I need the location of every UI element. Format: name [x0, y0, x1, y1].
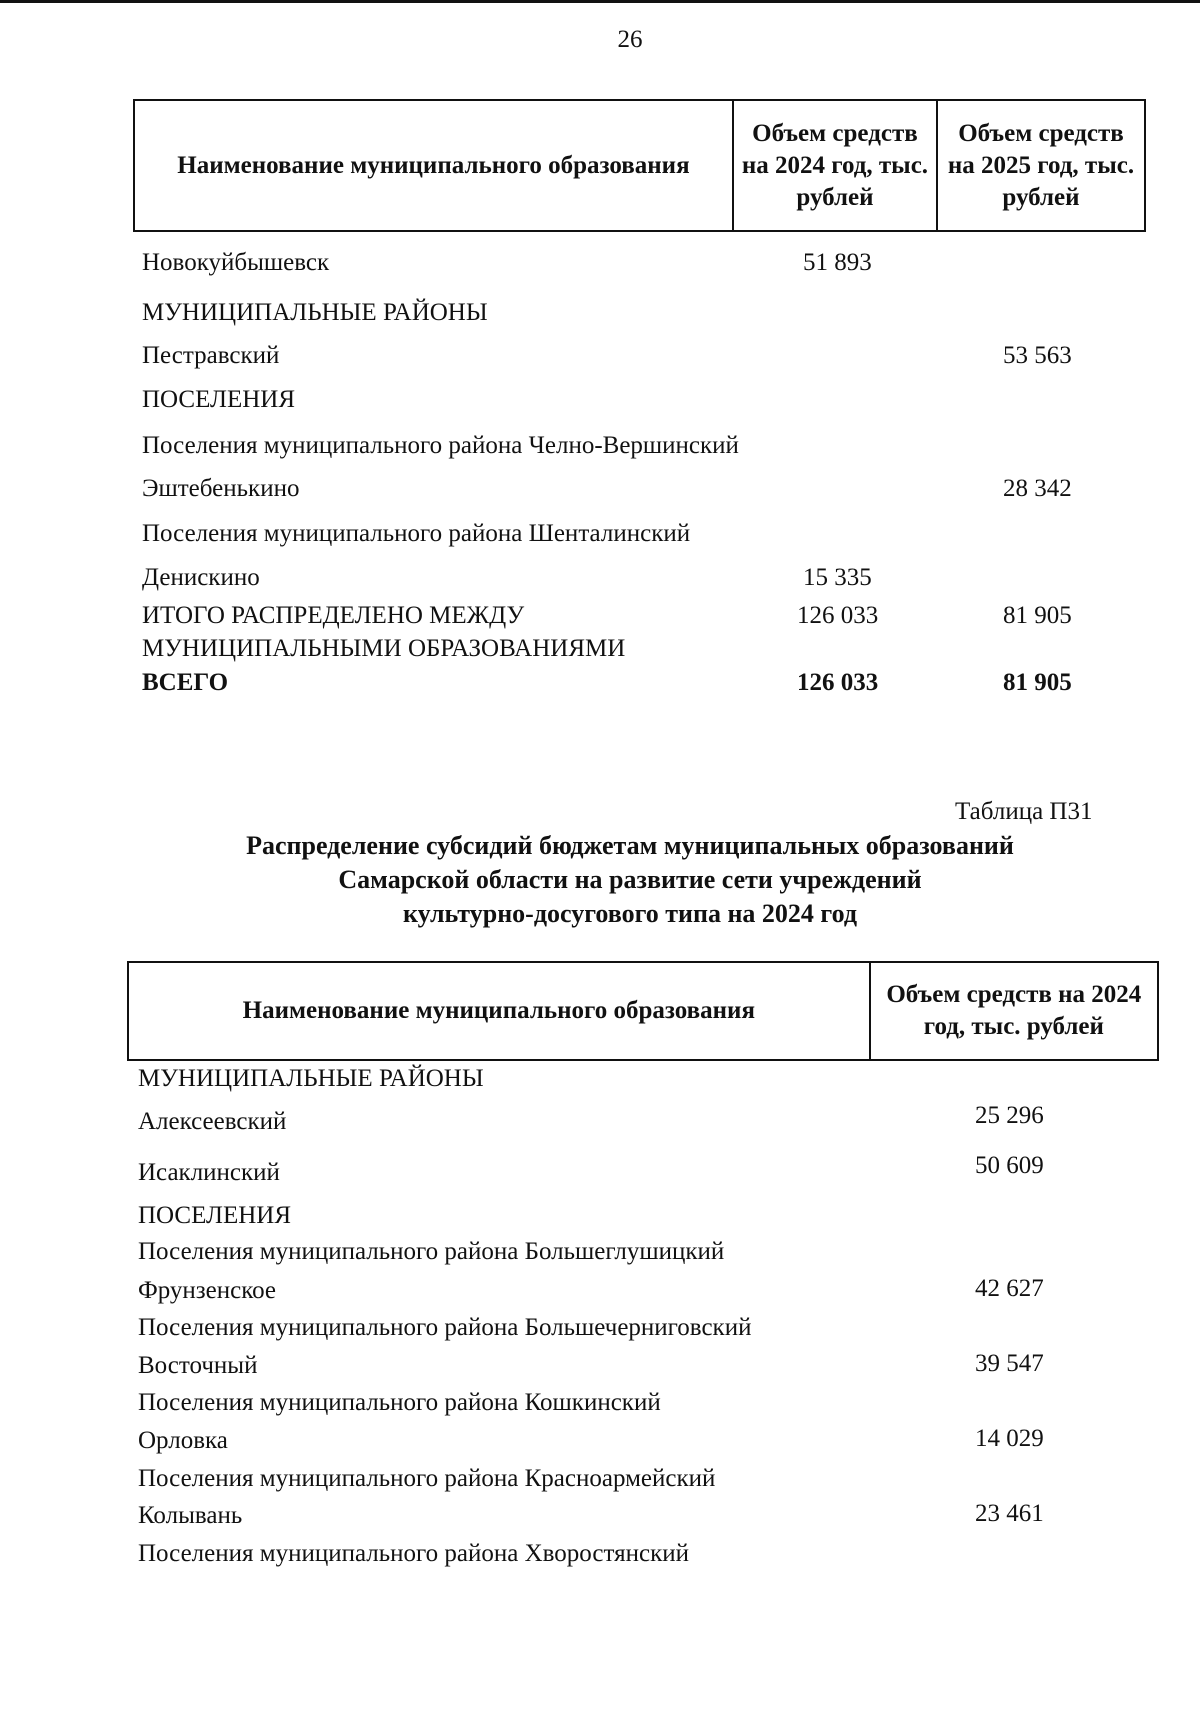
table2-title-line: культурно-досугового типа на 2024 год	[403, 899, 857, 928]
table1-row-2024: 15 335	[803, 564, 872, 591]
table2-row-name: Поселения муниципального района Большечерниговский	[138, 1314, 752, 1341]
table2-row-name: Поселения муниципального района Хворостянский	[138, 1540, 690, 1567]
top-border	[0, 0, 1200, 3]
table1-row-name: Новокуйбышевск	[142, 249, 330, 276]
table2-header-2024: Объем средств на 2024 год, тыс. рублей	[870, 962, 1158, 1060]
table2-row-name: Поселения муниципального района Большеглушицкий	[138, 1238, 725, 1265]
table2-row-name: Алексеевский	[138, 1108, 287, 1135]
table1-row-2025: 28 342	[1003, 475, 1072, 502]
page-number: 26	[617, 26, 643, 53]
table2-row-name: Поселения муниципального района Красноармейский	[138, 1465, 716, 1492]
table1-row-2025: 53 563	[1003, 342, 1072, 369]
table1-row-name: Поселения муниципального района Челно-Вершинский	[142, 432, 739, 459]
table1-row-name: Эштебенькино	[142, 475, 300, 502]
table2-row-2024: 50 609	[975, 1152, 1044, 1179]
table1-row-name: Поселения муниципального района Шенталинский	[142, 520, 691, 547]
table1-row-2024: 126 033	[797, 602, 879, 629]
table2-row-name: Колывань	[138, 1502, 243, 1529]
table2-row-2024: 14 029	[975, 1425, 1044, 1452]
table1-total-name: ВСЕГО	[142, 669, 229, 696]
table1-header-2024: Объем средств на 2024 год, тыс. рублей	[733, 100, 937, 231]
table1-row-name: МУНИЦИПАЛЬНЫЕ РАЙОНЫ	[142, 299, 488, 326]
table2-row-2024: 39 547	[975, 1350, 1044, 1377]
table1-row-name: ИТОГО РАСПРЕДЕЛЕНО МЕЖДУ	[142, 602, 525, 629]
table2-header-name: Наименование муниципального образования	[128, 962, 870, 1060]
table1-row-name: ПОСЕЛЕНИЯ	[142, 386, 296, 413]
table2-row-name: Поселения муниципального района Кошкинский	[138, 1389, 661, 1416]
table1-header-name: Наименование муниципального образования	[134, 100, 733, 231]
table1-row-name: Денискино	[142, 564, 260, 591]
table2-row-name: Восточный	[138, 1352, 258, 1379]
table2-label: Таблица П31	[955, 798, 1093, 825]
table2-row-2024: 23 461	[975, 1500, 1044, 1527]
table2-row-name: Исаклинский	[138, 1159, 280, 1186]
table2-row-2024: 25 296	[975, 1102, 1044, 1129]
table1-total-2025: 81 905	[1003, 669, 1072, 696]
table2-title-line: Самарской области на развитие сети учреждений	[338, 865, 922, 894]
table2-row-name: МУНИЦИПАЛЬНЫЕ РАЙОНЫ	[138, 1065, 484, 1092]
table2-row-name: Орловка	[138, 1427, 228, 1454]
table2-header	[127, 961, 1159, 1061]
table1-header	[133, 99, 1146, 232]
table2-title-line: Распределение субсидий бюджетам муниципальных образований	[246, 831, 1014, 860]
table1-row-name: Пестравский	[142, 342, 280, 369]
table1-row-2025: 81 905	[1003, 602, 1072, 629]
table2-row-2024: 42 627	[975, 1275, 1044, 1302]
table1-total-2024: 126 033	[797, 669, 879, 696]
table2-title	[190, 829, 1070, 931]
table2-row-name: ПОСЕЛЕНИЯ	[138, 1202, 292, 1229]
table1-header-2025: Объем средств на 2025 год, тыс. рублей	[937, 100, 1145, 231]
table2-row-name: Фрунзенское	[138, 1277, 277, 1304]
table1-row-2024: 51 893	[803, 249, 872, 276]
table1-row-name: МУНИЦИПАЛЬНЫМИ ОБРАЗОВАНИЯМИ	[142, 635, 626, 662]
